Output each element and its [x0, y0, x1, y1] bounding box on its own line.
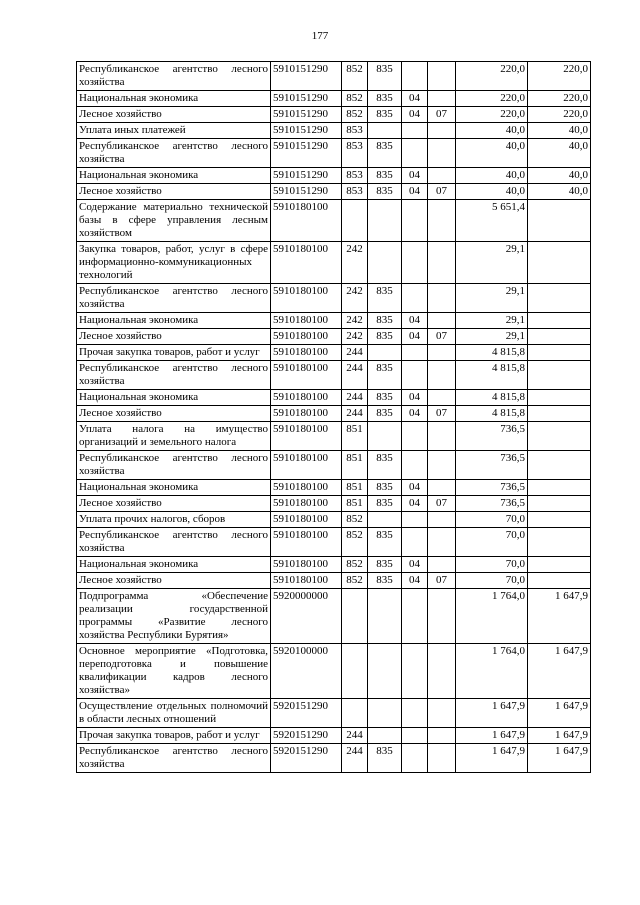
- table-row: [77, 557, 591, 573]
- amount-year2-cell: 1 647,9: [528, 728, 591, 744]
- amount-year1-cell: 4 815,8: [456, 345, 528, 361]
- table-row: [77, 329, 591, 345]
- amount-year2-cell: [528, 528, 591, 557]
- row-name-cell: Республиканское агентство лесного хозяйства: [77, 744, 271, 773]
- row-name-cell: Республиканское агентство лесного хозяйства: [77, 451, 271, 480]
- grbs-cell: 835: [368, 62, 402, 91]
- subsection-cell: 07: [428, 329, 456, 345]
- row-name-cell: Республиканское агентство лесного хозяйства: [77, 62, 271, 91]
- subsection-cell: [428, 422, 456, 451]
- amount-year1-cell: 70,0: [456, 512, 528, 528]
- section-cell: 04: [402, 557, 428, 573]
- expense-type-cell: 244: [342, 728, 368, 744]
- section-cell: [402, 345, 428, 361]
- amount-year1-cell: 1 764,0: [456, 644, 528, 699]
- target-article-cell: 5910180100: [271, 242, 342, 284]
- row-name-cell: Уплата налога на имущество организаций и земельного налога: [77, 422, 271, 451]
- subsection-cell: 07: [428, 107, 456, 123]
- row-name-cell: Республиканское агентство лесного хозяйства: [77, 361, 271, 390]
- section-cell: [402, 139, 428, 168]
- row-name-cell: Национальная экономика: [77, 390, 271, 406]
- target-article-cell: 5920000000: [271, 589, 342, 644]
- expense-type-cell: [342, 699, 368, 728]
- table-row: [77, 107, 591, 123]
- row-name-cell: Уплата прочих налогов, сборов: [77, 512, 271, 528]
- row-name-cell: Лесное хозяйство: [77, 406, 271, 422]
- grbs-cell: 835: [368, 451, 402, 480]
- table-row: [77, 361, 591, 390]
- row-name-cell: Лесное хозяйство: [77, 107, 271, 123]
- target-article-cell: 5910180100: [271, 496, 342, 512]
- row-name-cell: Республиканское агентство лесного хозяйства: [77, 284, 271, 313]
- amount-year1-cell: 4 815,8: [456, 390, 528, 406]
- section-cell: [402, 200, 428, 242]
- expense-type-cell: 851: [342, 496, 368, 512]
- row-name-cell: Республиканское агентство лесного хозяйства: [77, 528, 271, 557]
- amount-year2-cell: [528, 451, 591, 480]
- amount-year2-cell: [528, 422, 591, 451]
- row-name-cell: Лесное хозяйство: [77, 184, 271, 200]
- amount-year1-cell: 40,0: [456, 184, 528, 200]
- table-row: [77, 406, 591, 422]
- row-name-cell: Лесное хозяйство: [77, 573, 271, 589]
- subsection-cell: [428, 451, 456, 480]
- amount-year1-cell: 1 647,9: [456, 744, 528, 773]
- target-article-cell: 5910151290: [271, 91, 342, 107]
- section-cell: [402, 422, 428, 451]
- target-article-cell: 5910180100: [271, 345, 342, 361]
- grbs-cell: 835: [368, 390, 402, 406]
- table-row: [77, 451, 591, 480]
- grbs-cell: [368, 242, 402, 284]
- amount-year1-cell: 1 764,0: [456, 589, 528, 644]
- amount-year1-cell: 29,1: [456, 242, 528, 284]
- section-cell: 04: [402, 480, 428, 496]
- amount-year2-cell: [528, 557, 591, 573]
- amount-year2-cell: 1 647,9: [528, 589, 591, 644]
- subsection-cell: 07: [428, 573, 456, 589]
- grbs-cell: 835: [368, 329, 402, 345]
- subsection-cell: [428, 361, 456, 390]
- section-cell: [402, 589, 428, 644]
- grbs-cell: [368, 200, 402, 242]
- expense-type-cell: 851: [342, 480, 368, 496]
- section-cell: [402, 728, 428, 744]
- target-article-cell: 5910180100: [271, 573, 342, 589]
- expense-type-cell: 852: [342, 107, 368, 123]
- subsection-cell: [428, 480, 456, 496]
- amount-year2-cell: 1 647,9: [528, 744, 591, 773]
- section-cell: [402, 451, 428, 480]
- target-article-cell: 5910180100: [271, 480, 342, 496]
- table-row: [77, 200, 591, 242]
- subsection-cell: [428, 699, 456, 728]
- subsection-cell: [428, 168, 456, 184]
- row-name-cell: Содержание материально технической базы в сфере управления лесным хозяйством: [77, 200, 271, 242]
- amount-year2-cell: 220,0: [528, 62, 591, 91]
- subsection-cell: [428, 528, 456, 557]
- amount-year1-cell: 736,5: [456, 496, 528, 512]
- expense-type-cell: 851: [342, 451, 368, 480]
- target-article-cell: 5910151290: [271, 168, 342, 184]
- subsection-cell: [428, 345, 456, 361]
- table-row: [77, 699, 591, 728]
- table-row: [77, 242, 591, 284]
- target-article-cell: 5910180100: [271, 390, 342, 406]
- subsection-cell: [428, 123, 456, 139]
- amount-year1-cell: 4 815,8: [456, 406, 528, 422]
- subsection-cell: [428, 91, 456, 107]
- target-article-cell: 5910151290: [271, 139, 342, 168]
- grbs-cell: 835: [368, 313, 402, 329]
- grbs-cell: 835: [368, 184, 402, 200]
- expense-type-cell: 244: [342, 361, 368, 390]
- section-cell: [402, 123, 428, 139]
- section-cell: 04: [402, 184, 428, 200]
- section-cell: 04: [402, 329, 428, 345]
- grbs-cell: 835: [368, 573, 402, 589]
- expense-type-cell: 852: [342, 62, 368, 91]
- expense-type-cell: 853: [342, 168, 368, 184]
- grbs-cell: 835: [368, 480, 402, 496]
- amount-year1-cell: 40,0: [456, 168, 528, 184]
- grbs-cell: [368, 699, 402, 728]
- expense-type-cell: 242: [342, 313, 368, 329]
- amount-year2-cell: [528, 242, 591, 284]
- grbs-cell: [368, 345, 402, 361]
- amount-year1-cell: 29,1: [456, 284, 528, 313]
- section-cell: 04: [402, 496, 428, 512]
- amount-year1-cell: 736,5: [456, 480, 528, 496]
- row-name-cell: Подпрограмма «Обеспечение реализации государственной программы «Развитие лесного хозяйства Республики Бурятия»: [77, 589, 271, 644]
- section-cell: [402, 512, 428, 528]
- amount-year2-cell: 40,0: [528, 123, 591, 139]
- target-article-cell: 5910151290: [271, 123, 342, 139]
- target-article-cell: 5920151290: [271, 699, 342, 728]
- amount-year2-cell: 1 647,9: [528, 644, 591, 699]
- row-name-cell: Прочая закупка товаров, работ и услуг: [77, 345, 271, 361]
- row-name-cell: Национальная экономика: [77, 91, 271, 107]
- section-cell: 04: [402, 390, 428, 406]
- target-article-cell: 5910180100: [271, 512, 342, 528]
- row-name-cell: Уплата иных платежей: [77, 123, 271, 139]
- subsection-cell: 07: [428, 496, 456, 512]
- grbs-cell: 835: [368, 139, 402, 168]
- table-row: [77, 184, 591, 200]
- target-article-cell: 5910151290: [271, 62, 342, 91]
- subsection-cell: [428, 313, 456, 329]
- section-cell: [402, 284, 428, 313]
- section-cell: [402, 699, 428, 728]
- amount-year2-cell: [528, 200, 591, 242]
- budget-table: [76, 61, 591, 773]
- expense-type-cell: 852: [342, 557, 368, 573]
- target-article-cell: 5920100000: [271, 644, 342, 699]
- grbs-cell: 835: [368, 557, 402, 573]
- grbs-cell: [368, 728, 402, 744]
- table-body: [77, 62, 591, 773]
- subsection-cell: [428, 284, 456, 313]
- row-name-cell: Закупка товаров, работ, услуг в сфере информационно-коммуникационных технологий: [77, 242, 271, 284]
- grbs-cell: 835: [368, 168, 402, 184]
- grbs-cell: [368, 589, 402, 644]
- target-article-cell: 5910180100: [271, 313, 342, 329]
- amount-year1-cell: 220,0: [456, 62, 528, 91]
- target-article-cell: 5920151290: [271, 744, 342, 773]
- amount-year2-cell: [528, 480, 591, 496]
- row-name-cell: Национальная экономика: [77, 313, 271, 329]
- expense-type-cell: 852: [342, 91, 368, 107]
- expense-type-cell: 853: [342, 184, 368, 200]
- table-row: [77, 512, 591, 528]
- grbs-cell: 835: [368, 528, 402, 557]
- grbs-cell: [368, 512, 402, 528]
- expense-type-cell: 244: [342, 345, 368, 361]
- table-row: [77, 496, 591, 512]
- grbs-cell: 835: [368, 406, 402, 422]
- table-row: [77, 284, 591, 313]
- section-cell: 04: [402, 91, 428, 107]
- section-cell: 04: [402, 573, 428, 589]
- section-cell: [402, 644, 428, 699]
- row-name-cell: Республиканское агентство лесного хозяйства: [77, 139, 271, 168]
- amount-year1-cell: 220,0: [456, 107, 528, 123]
- amount-year1-cell: 736,5: [456, 422, 528, 451]
- expense-type-cell: [342, 200, 368, 242]
- table-row: [77, 345, 591, 361]
- target-article-cell: 5910151290: [271, 184, 342, 200]
- grbs-cell: 835: [368, 496, 402, 512]
- expense-type-cell: 852: [342, 528, 368, 557]
- target-article-cell: 5910180100: [271, 329, 342, 345]
- target-article-cell: 5910180100: [271, 528, 342, 557]
- table-row: [77, 390, 591, 406]
- amount-year2-cell: [528, 573, 591, 589]
- grbs-cell: [368, 644, 402, 699]
- expense-type-cell: 242: [342, 329, 368, 345]
- row-name-cell: Осуществление отдельных полномочий в области лесных отношений: [77, 699, 271, 728]
- amount-year1-cell: 70,0: [456, 573, 528, 589]
- row-name-cell: Национальная экономика: [77, 168, 271, 184]
- table-row: [77, 422, 591, 451]
- amount-year2-cell: 220,0: [528, 107, 591, 123]
- subsection-cell: [428, 512, 456, 528]
- amount-year2-cell: 1 647,9: [528, 699, 591, 728]
- section-cell: [402, 528, 428, 557]
- target-article-cell: 5910151290: [271, 107, 342, 123]
- subsection-cell: [428, 589, 456, 644]
- table-row: [77, 139, 591, 168]
- page-number: 177: [311, 30, 329, 42]
- subsection-cell: [428, 200, 456, 242]
- grbs-cell: 835: [368, 107, 402, 123]
- amount-year1-cell: 29,1: [456, 329, 528, 345]
- amount-year2-cell: [528, 496, 591, 512]
- expense-type-cell: 852: [342, 573, 368, 589]
- grbs-cell: 835: [368, 744, 402, 773]
- amount-year2-cell: [528, 329, 591, 345]
- expense-type-cell: 244: [342, 390, 368, 406]
- row-name-cell: Основное мероприятие «Подготовка, переподготовка и повышение квалификации кадров лесного хозяйства»: [77, 644, 271, 699]
- expense-type-cell: 244: [342, 744, 368, 773]
- section-cell: [402, 62, 428, 91]
- expense-type-cell: 244: [342, 406, 368, 422]
- expense-type-cell: 853: [342, 123, 368, 139]
- expense-type-cell: [342, 644, 368, 699]
- amount-year1-cell: 40,0: [456, 139, 528, 168]
- amount-year2-cell: [528, 345, 591, 361]
- amount-year1-cell: 4 815,8: [456, 361, 528, 390]
- table-row: [77, 168, 591, 184]
- amount-year2-cell: [528, 406, 591, 422]
- table-row: [77, 573, 591, 589]
- grbs-cell: 835: [368, 284, 402, 313]
- amount-year1-cell: 220,0: [456, 91, 528, 107]
- amount-year2-cell: 40,0: [528, 168, 591, 184]
- table-row: [77, 313, 591, 329]
- grbs-cell: 835: [368, 91, 402, 107]
- target-article-cell: 5910180100: [271, 361, 342, 390]
- amount-year2-cell: [528, 284, 591, 313]
- subsection-cell: [428, 242, 456, 284]
- amount-year1-cell: 5 651,4: [456, 200, 528, 242]
- target-article-cell: 5910180100: [271, 200, 342, 242]
- amount-year1-cell: 70,0: [456, 528, 528, 557]
- subsection-cell: 07: [428, 406, 456, 422]
- table-row: [77, 123, 591, 139]
- section-cell: [402, 361, 428, 390]
- section-cell: [402, 744, 428, 773]
- amount-year2-cell: [528, 390, 591, 406]
- table-row: [77, 62, 591, 91]
- expense-type-cell: 242: [342, 284, 368, 313]
- amount-year1-cell: 1 647,9: [456, 699, 528, 728]
- target-article-cell: 5910180100: [271, 284, 342, 313]
- subsection-cell: [428, 139, 456, 168]
- table-row: [77, 480, 591, 496]
- row-name-cell: Национальная экономика: [77, 557, 271, 573]
- amount-year1-cell: 70,0: [456, 557, 528, 573]
- grbs-cell: [368, 123, 402, 139]
- amount-year1-cell: 1 647,9: [456, 728, 528, 744]
- amount-year2-cell: 40,0: [528, 184, 591, 200]
- amount-year1-cell: 40,0: [456, 123, 528, 139]
- row-name-cell: Прочая закупка товаров, работ и услуг: [77, 728, 271, 744]
- section-cell: 04: [402, 168, 428, 184]
- subsection-cell: [428, 62, 456, 91]
- amount-year1-cell: 29,1: [456, 313, 528, 329]
- expense-type-cell: 853: [342, 139, 368, 168]
- subsection-cell: 07: [428, 184, 456, 200]
- expense-type-cell: 852: [342, 512, 368, 528]
- subsection-cell: [428, 644, 456, 699]
- amount-year2-cell: 40,0: [528, 139, 591, 168]
- target-article-cell: 5920151290: [271, 728, 342, 744]
- grbs-cell: [368, 422, 402, 451]
- expense-type-cell: 851: [342, 422, 368, 451]
- amount-year1-cell: 736,5: [456, 451, 528, 480]
- table-row: [77, 91, 591, 107]
- table-row: [77, 589, 591, 644]
- row-name-cell: Лесное хозяйство: [77, 329, 271, 345]
- expense-type-cell: 242: [342, 242, 368, 284]
- subsection-cell: [428, 390, 456, 406]
- target-article-cell: 5910180100: [271, 557, 342, 573]
- table-row: [77, 644, 591, 699]
- target-article-cell: 5910180100: [271, 406, 342, 422]
- expense-type-cell: [342, 589, 368, 644]
- subsection-cell: [428, 744, 456, 773]
- target-article-cell: 5910180100: [271, 451, 342, 480]
- row-name-cell: Национальная экономика: [77, 480, 271, 496]
- amount-year2-cell: 220,0: [528, 91, 591, 107]
- amount-year2-cell: [528, 313, 591, 329]
- section-cell: 04: [402, 107, 428, 123]
- section-cell: [402, 242, 428, 284]
- row-name-cell: Лесное хозяйство: [77, 496, 271, 512]
- table-row: [77, 744, 591, 773]
- target-article-cell: 5910180100: [271, 422, 342, 451]
- grbs-cell: 835: [368, 361, 402, 390]
- amount-year2-cell: [528, 361, 591, 390]
- table-row: [77, 728, 591, 744]
- subsection-cell: [428, 728, 456, 744]
- subsection-cell: [428, 557, 456, 573]
- section-cell: 04: [402, 406, 428, 422]
- amount-year2-cell: [528, 512, 591, 528]
- table-row: [77, 528, 591, 557]
- section-cell: 04: [402, 313, 428, 329]
